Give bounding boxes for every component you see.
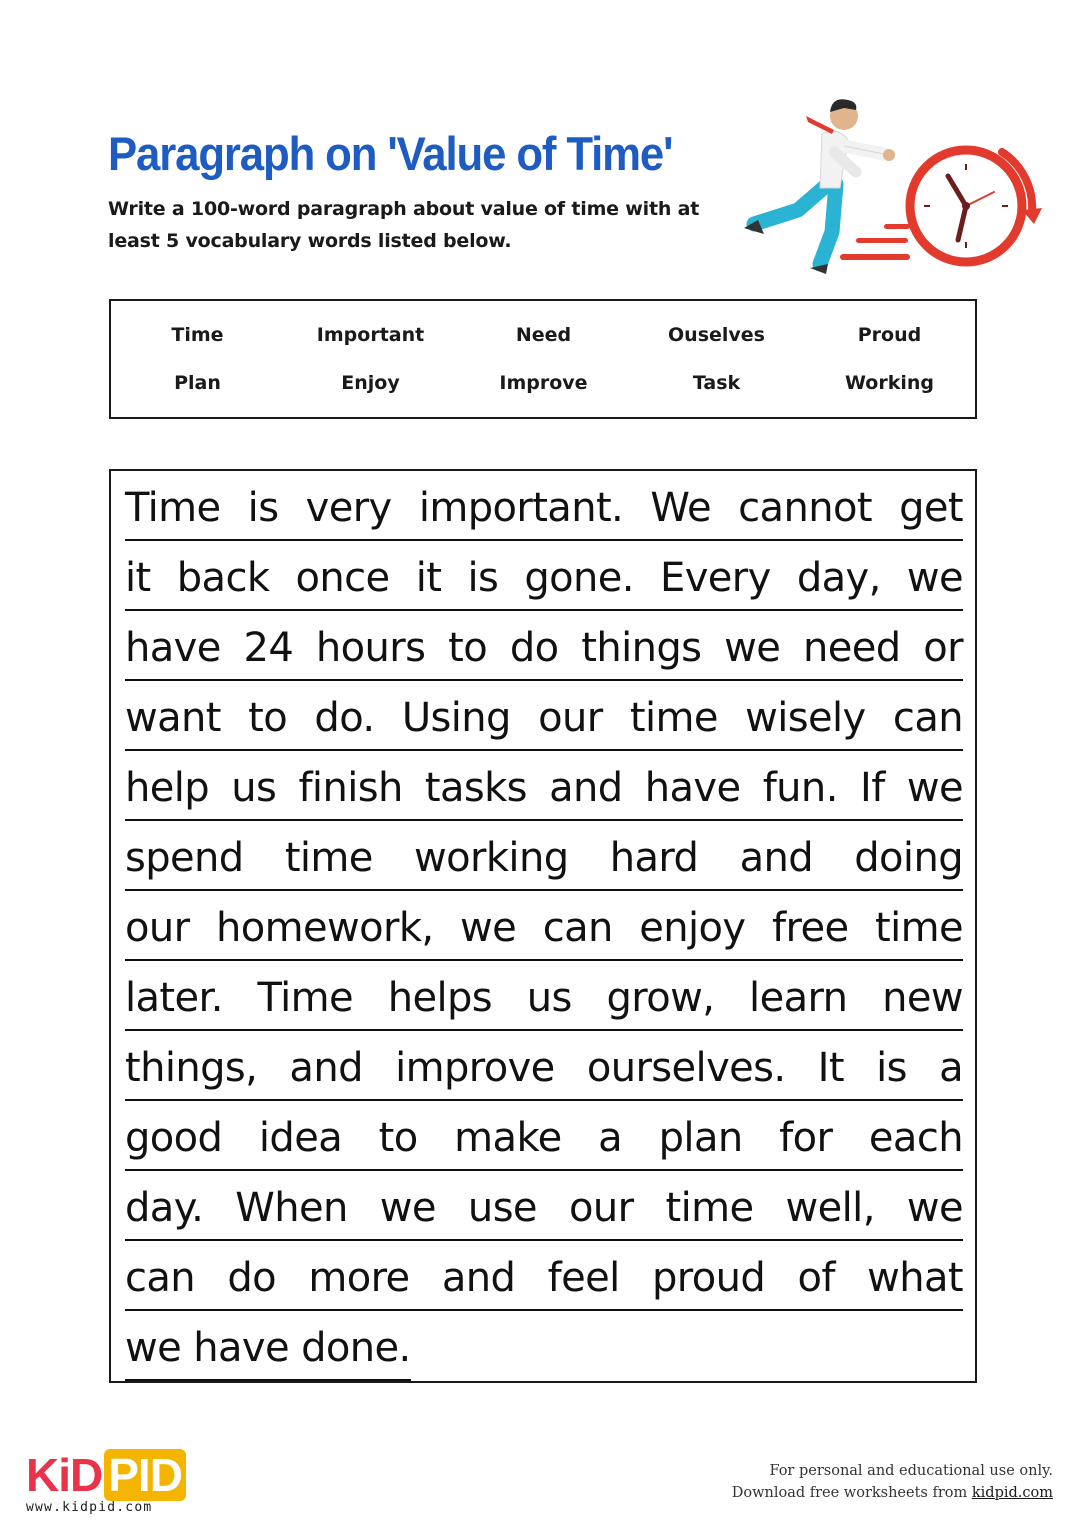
paragraph-line: things, and improve ourselves. It is a bbox=[125, 1043, 963, 1101]
vocab-word: Proud bbox=[857, 324, 922, 346]
vocab-word: Important bbox=[316, 324, 425, 346]
running-man-icon bbox=[744, 99, 895, 274]
illustration bbox=[736, 92, 1046, 286]
vocab-word: Improve bbox=[499, 372, 588, 394]
paragraph-line: spend time working hard and doing bbox=[125, 833, 963, 891]
vocab-word: Task bbox=[692, 372, 741, 394]
vocab-word: Time bbox=[171, 324, 224, 346]
speed-lines bbox=[840, 224, 910, 260]
vocabulary-grid bbox=[111, 311, 975, 407]
instructions-text: Write a 100-word paragraph about value of time with at least 5 vocabulary words listed below. bbox=[108, 198, 700, 252]
vocab-word: Ouselves bbox=[668, 324, 765, 346]
paragraph-line: it back once it is gone. Every day, we bbox=[125, 553, 963, 611]
paragraph-line: help us finish tasks and have fun. If we bbox=[125, 763, 963, 821]
paragraph-line: we have done. bbox=[125, 1323, 411, 1381]
paragraph-line: our homework, we can enjoy free time bbox=[125, 903, 963, 961]
vocabulary-box bbox=[109, 299, 977, 419]
paragraph-line: Time is very important. We cannot get bbox=[125, 483, 963, 541]
vocab-word: Working bbox=[845, 372, 934, 394]
logo-wordmark bbox=[26, 1449, 186, 1501]
paragraph-line: have 24 hours to do things we need or bbox=[125, 623, 963, 681]
footer-download-text: Download free worksheets from bbox=[731, 1485, 972, 1501]
paragraph-line: day. When we use our time well, we bbox=[125, 1183, 963, 1241]
vocab-word: Enjoy bbox=[341, 372, 400, 394]
footer-download-note bbox=[732, 1482, 1053, 1504]
logo-letters-badge: PID bbox=[104, 1449, 186, 1501]
paragraph-box bbox=[109, 469, 977, 1383]
logo-letters-red: KiD bbox=[26, 1449, 103, 1501]
vocab-word: Plan bbox=[174, 372, 221, 394]
paragraph-line: later. Time helps us grow, learn new bbox=[125, 973, 963, 1031]
clock-icon bbox=[910, 150, 1042, 262]
paragraph-line: good idea to make a plan for each bbox=[125, 1113, 963, 1171]
footer-kidpid-link[interactable]: kidpid.com bbox=[971, 1485, 1053, 1501]
logo-url: www.kidpid.com bbox=[26, 1500, 153, 1515]
vocab-word: Need bbox=[515, 324, 572, 346]
paragraph-line: want to do. Using our time wisely can bbox=[125, 693, 963, 751]
footer-usage-note: For personal and educational use only. bbox=[769, 1463, 1053, 1479]
footer bbox=[732, 1460, 1053, 1504]
page-title: Paragraph on 'Value of Time' bbox=[108, 127, 673, 180]
kidpid-logo bbox=[26, 1449, 186, 1515]
paragraph-line: can do more and feel proud of what bbox=[125, 1253, 963, 1311]
